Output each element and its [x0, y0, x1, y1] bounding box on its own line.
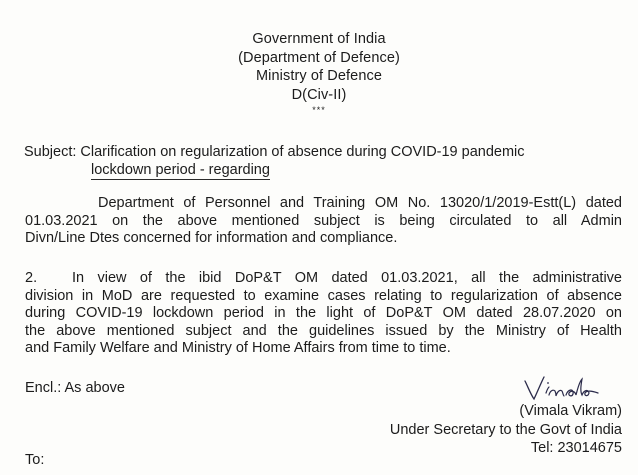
header-government: Government of India — [252, 31, 386, 47]
letterhead — [0, 30, 638, 115]
header-stars: *** — [312, 105, 326, 115]
subject-line-2: lockdown period - regarding — [91, 162, 270, 178]
paragraph-2-line: and Family Welfare and Ministry of Home Affairs from time to time. — [25, 340, 451, 356]
paragraph-2-line: during COVID-19 lockdown period in the light of DoP&T OM dated 28.07.2020 on — [25, 305, 622, 321]
paragraph-2-line: In view of the ibid DoP&T OM dated 01.03.2021, all the administrative — [72, 270, 622, 286]
header-section: D(Civ-II) — [291, 86, 347, 103]
paragraph-2-line: division in MoD are requested to examine cases relating to regularization of absence — [25, 287, 622, 304]
header-ministry: Ministry of Defence — [256, 68, 382, 84]
signatory-name: (Vimala Vikram) — [519, 403, 622, 419]
signatory-block — [390, 402, 622, 458]
paragraph-2-line: the above mentioned subject and the guidelines issued by the Ministry of Health — [25, 322, 622, 339]
signatory-telephone: Tel: 23014675 — [530, 440, 622, 456]
addressee-label: To: — [25, 452, 45, 468]
header-department: (Department of Defence) — [238, 49, 400, 66]
paragraph-1-line: Divn/Line Dtes concerned for information and compliance. — [25, 230, 398, 246]
paragraph-2-first-line — [25, 270, 622, 288]
subject-block — [24, 143, 624, 180]
signatory-designation: Under Secretary to the Govt of India — [389, 421, 622, 438]
paragraph-1-line: 01.03.2021 on the above mentioned subject is being circulated to all Admin — [25, 212, 622, 229]
paragraph-1 — [25, 195, 622, 248]
paragraph-2-number: 2. — [25, 270, 38, 286]
paragraph-1-line: Department of Personnel and Training OM No. 13020/1/2019-Estt(L) dated — [98, 195, 622, 211]
subject-line-1: Subject: Clarification on regularization of absence during COVID-19 pandemic — [24, 144, 525, 160]
enclosure-note: Encl.: As above — [25, 380, 125, 396]
paragraph-2 — [25, 270, 622, 358]
